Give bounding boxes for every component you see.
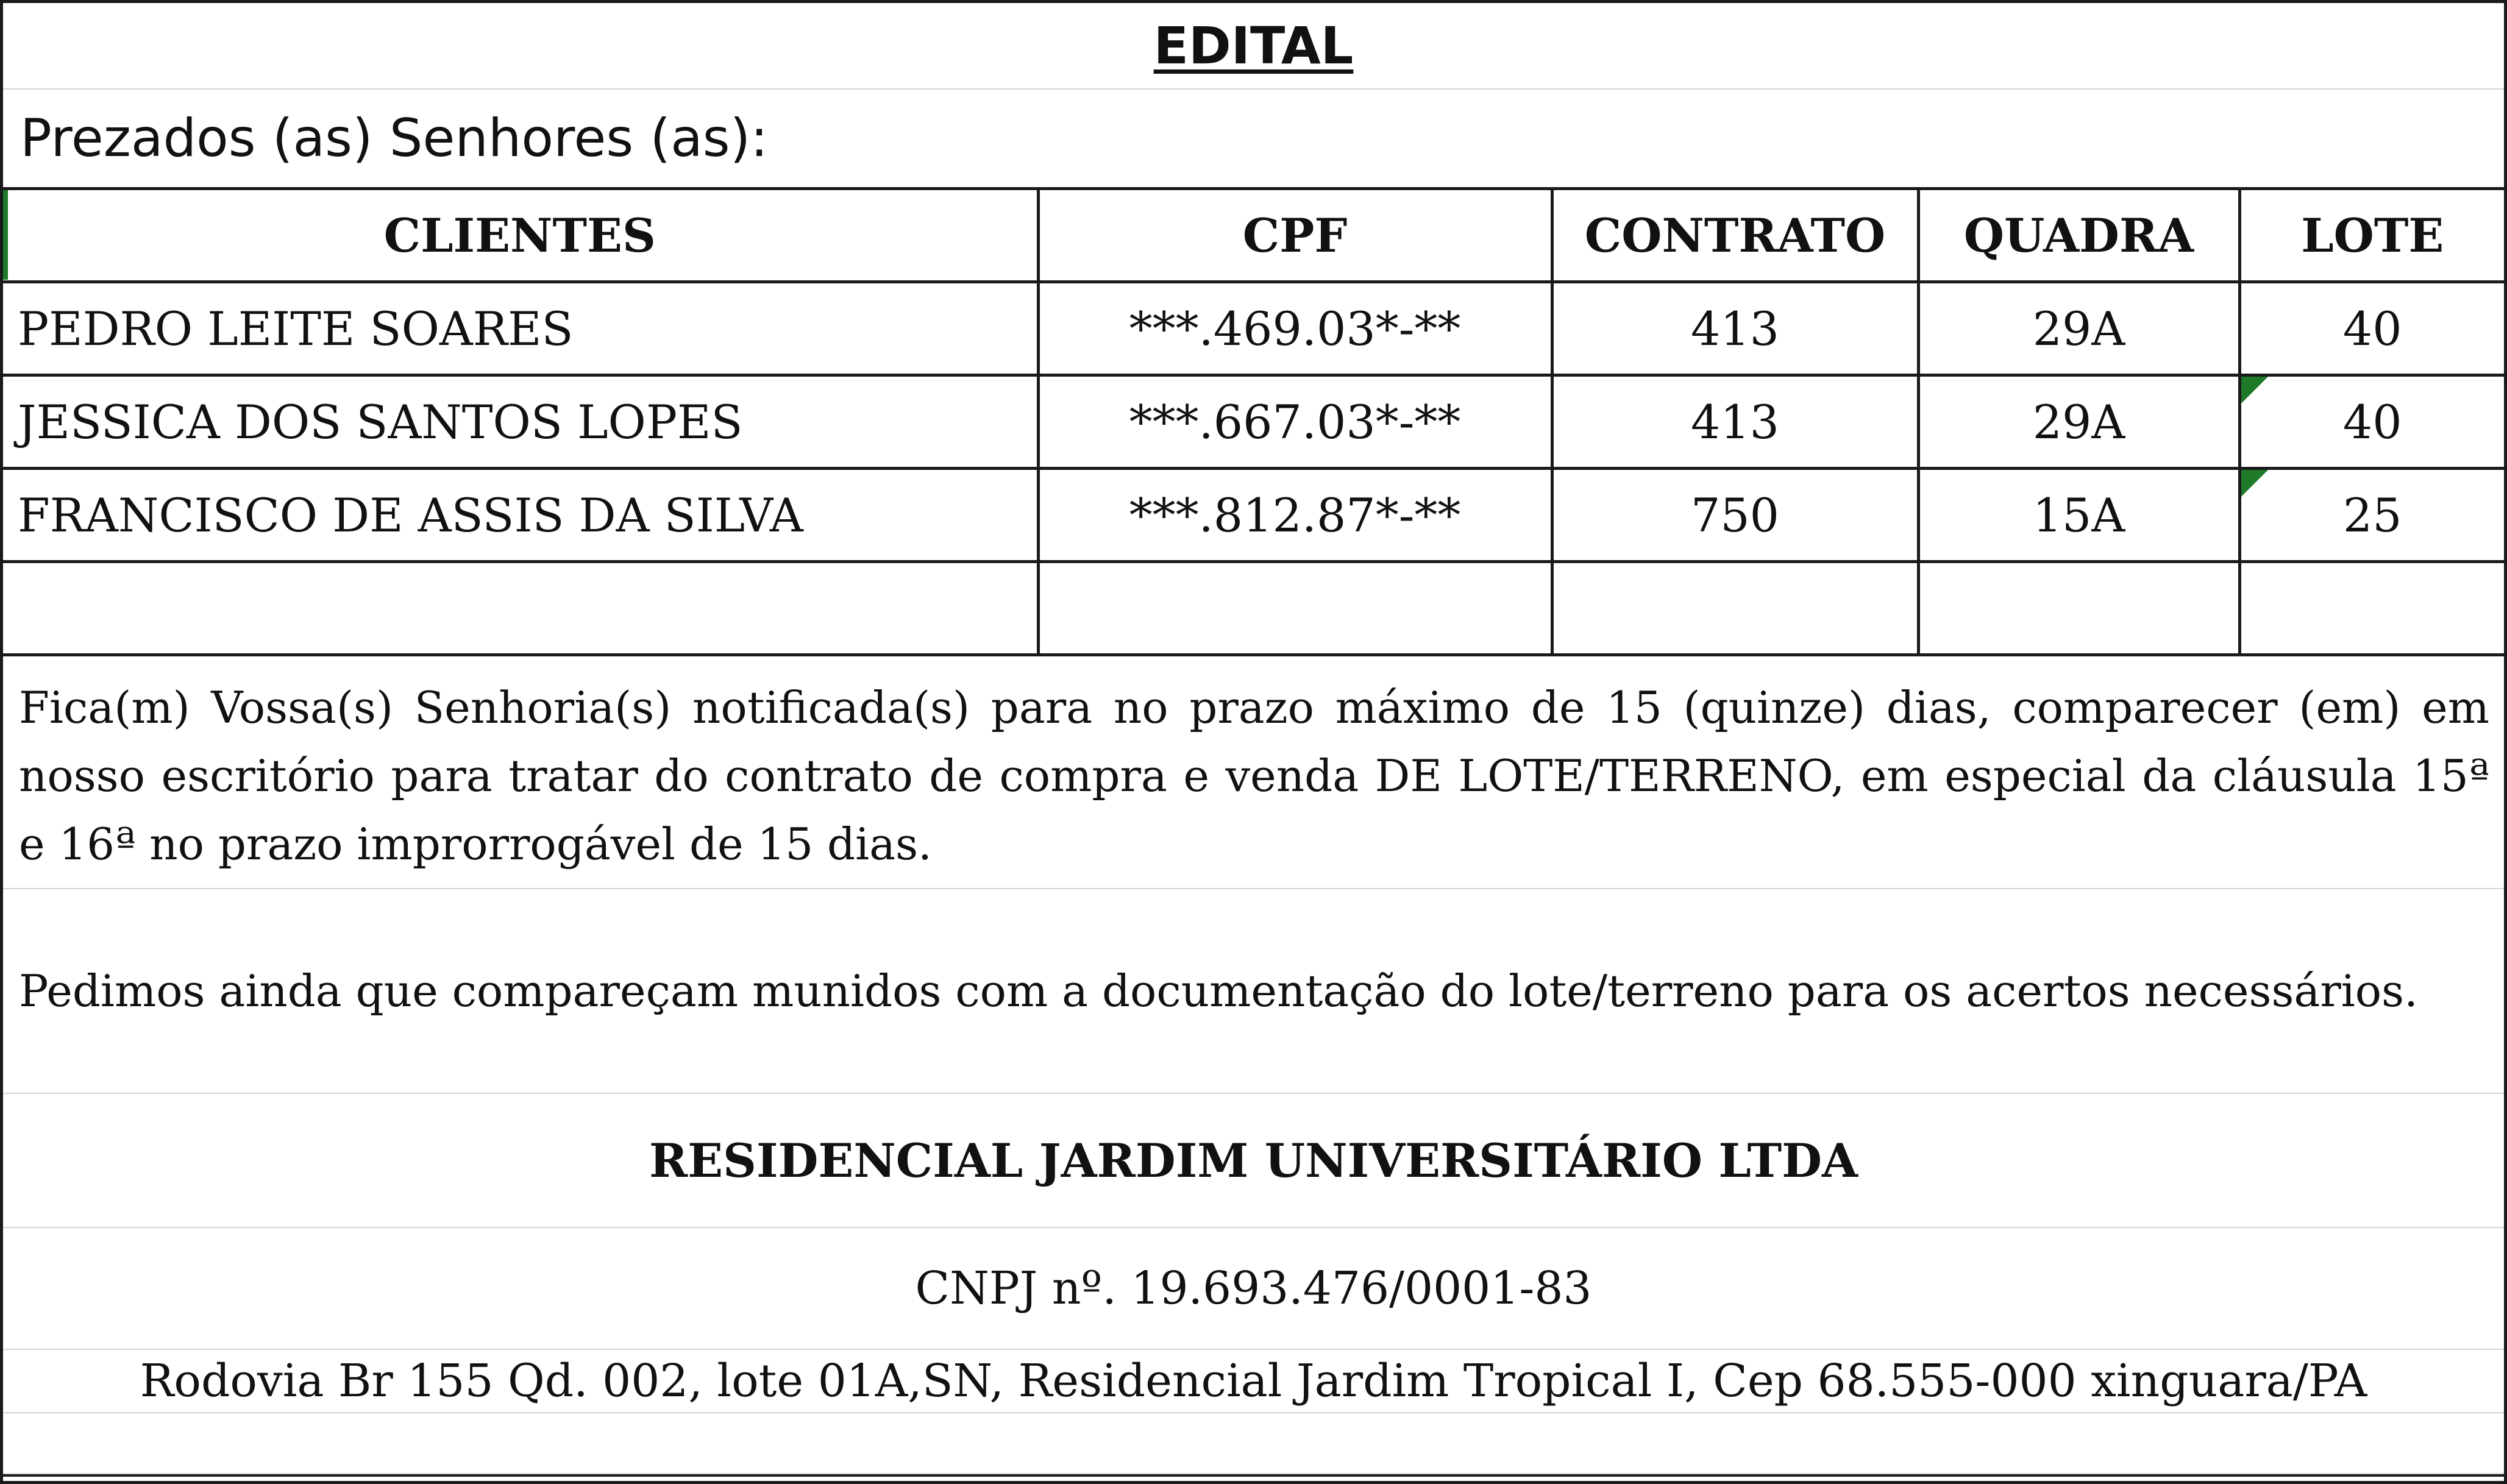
request-text: Pedimos ainda que compareçam munidos com a documentação do lote/terreno para os acertos necessários. bbox=[19, 965, 2418, 1017]
cell-lote[interactable]: 40 bbox=[2239, 282, 2504, 375]
cell-quadra[interactable]: 29A bbox=[1918, 282, 2239, 375]
cell-cpf[interactable]: ***.469.03*-** bbox=[1038, 282, 1552, 375]
comment-indicator-icon bbox=[2241, 377, 2268, 403]
cell-contrato[interactable] bbox=[1552, 562, 1918, 655]
notice-row bbox=[3, 667, 2504, 889]
cnpj-row bbox=[3, 1228, 2504, 1350]
cell-lote[interactable] bbox=[2239, 375, 2504, 469]
cell-contrato[interactable]: 413 bbox=[1552, 375, 1918, 469]
header-lote: LOTE bbox=[2239, 189, 2504, 282]
cell-lote[interactable] bbox=[2239, 469, 2504, 562]
header-cpf: CPF bbox=[1038, 189, 1552, 282]
cell-cliente[interactable] bbox=[3, 562, 1038, 655]
clients-table bbox=[3, 187, 2504, 656]
cell-cpf[interactable] bbox=[1038, 562, 1552, 655]
greeting-text: Prezados (as) Senhores (as): bbox=[20, 108, 769, 169]
cell-cliente[interactable]: FRANCISCO DE ASSIS DA SILVA bbox=[3, 469, 1038, 562]
cell-cpf[interactable]: ***.812.87*-** bbox=[1038, 469, 1552, 562]
cell-cliente[interactable]: JESSICA DOS SANTOS LOPES bbox=[3, 375, 1038, 469]
notice-paragraph: Fica(m) Vossa(s) Senhoria(s) notificada(s) para no prazo máximo de 15 (quinze) dias, comparecer (em) em nosso escritório para tratar do contrato de compra e venda DE LOTE/TERRENO, em especial da cláusula 15ª e 16ª no prazo improrrogável de 15 dias. bbox=[19, 682, 2489, 870]
cell-contrato[interactable]: 413 bbox=[1552, 282, 1918, 375]
company-cnpj: CNPJ nº. 19.693.476/0001-83 bbox=[915, 1262, 1592, 1315]
header-clientes: CLIENTES bbox=[3, 189, 1038, 282]
address-row bbox=[3, 1350, 2504, 1413]
company-name: RESIDENCIAL JARDIM UNIVERSITÁRIO LTDA bbox=[649, 1133, 1858, 1188]
company-address: Rodovia Br 155 Qd. 002, lote 01A,SN, Residencial Jardim Tropical I, Cep 68.555-000 xinguara/PA bbox=[140, 1355, 2367, 1407]
cell-lote-value: 40 bbox=[2342, 394, 2402, 449]
title-row bbox=[3, 3, 2504, 90]
table-row bbox=[3, 375, 2504, 469]
header-quadra: QUADRA bbox=[1918, 189, 2239, 282]
table-header-row bbox=[3, 189, 2504, 282]
table-row bbox=[3, 562, 2504, 655]
cell-quadra[interactable] bbox=[1918, 562, 2239, 655]
greeting-row bbox=[3, 90, 2504, 187]
empty-row bbox=[3, 1413, 2504, 1474]
cell-contrato[interactable]: 750 bbox=[1552, 469, 1918, 562]
table-row bbox=[3, 469, 2504, 562]
document-title: EDITAL bbox=[1153, 16, 1354, 76]
company-row bbox=[3, 1094, 2504, 1228]
request-row bbox=[3, 889, 2504, 1094]
cell-quadra[interactable]: 29A bbox=[1918, 375, 2239, 469]
cell-lote[interactable] bbox=[2239, 562, 2504, 655]
header-contrato: CONTRATO bbox=[1552, 189, 1918, 282]
cell-cpf[interactable]: ***.667.03*-** bbox=[1038, 375, 1552, 469]
cell-lote-value: 25 bbox=[2342, 488, 2402, 542]
footer-border bbox=[3, 1474, 2504, 1477]
cell-cliente[interactable]: PEDRO LEITE SOARES bbox=[3, 282, 1038, 375]
cell-quadra[interactable]: 15A bbox=[1918, 469, 2239, 562]
table-row bbox=[3, 282, 2504, 375]
comment-indicator-icon bbox=[2241, 470, 2268, 497]
